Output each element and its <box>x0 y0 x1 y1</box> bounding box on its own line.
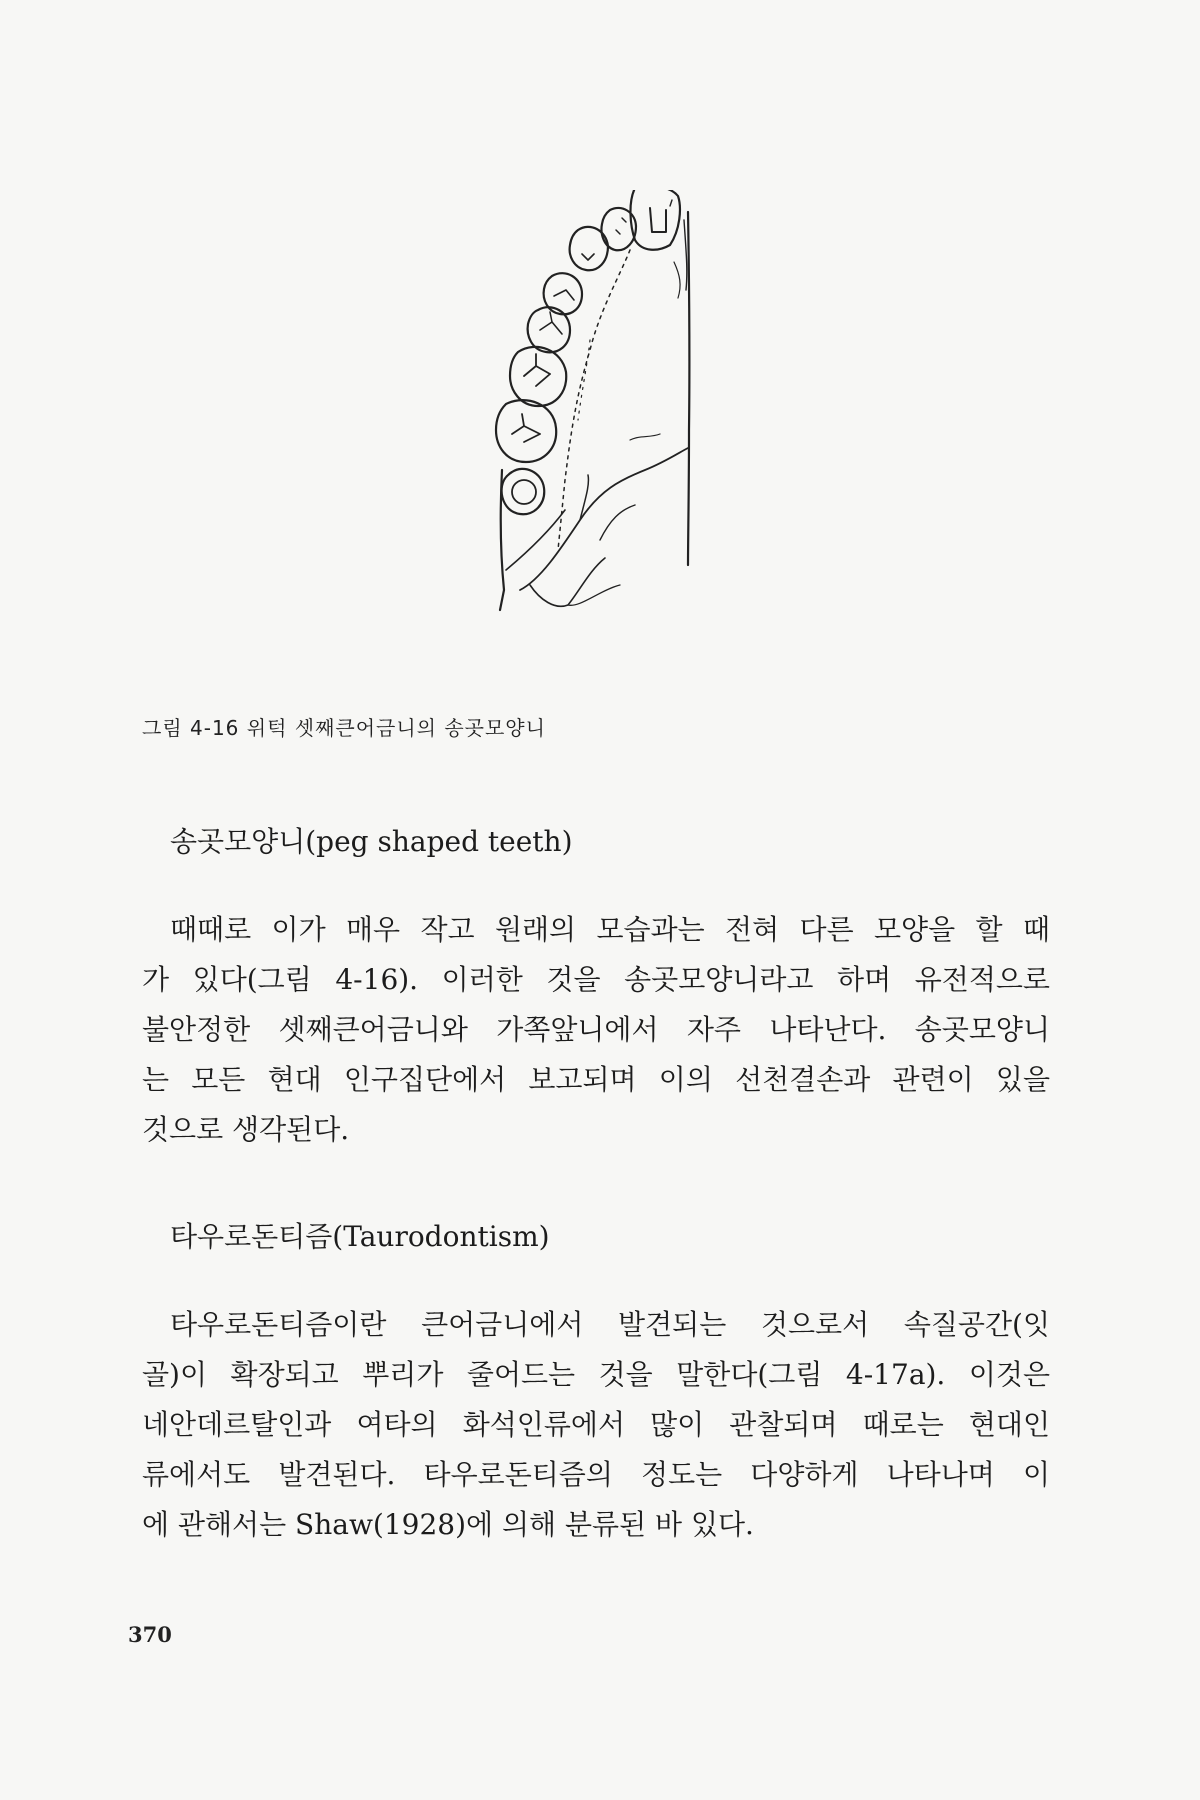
paragraph-taurodontism <box>142 1300 1050 1550</box>
section-heading-peg-shaped-teeth: 송곳모양니(peg shaped teeth) <box>170 825 573 858</box>
section-heading-taurodontism: 타우로돈티즘(Taurodontism) <box>170 1220 550 1253</box>
paragraph-line: 는 모든 현대 인구집단에서 보고되며 이의 선천결손과 관련이 있을 <box>142 1063 1050 1096</box>
first-molar-outline <box>510 347 566 406</box>
paragraph-line: 가 있다(그림 4-16). 이러한 것을 송곳모양니라고 하며 유전적으로 <box>142 963 1050 996</box>
paragraph-peg-shaped-teeth <box>142 905 1050 1155</box>
incisor-outline <box>630 190 679 250</box>
paragraph-line: 때때로 이가 매우 작고 원래의 모습과는 전혀 다른 모양을 할 때 <box>170 913 1050 946</box>
figure-caption: 그림 4-16 위턱 셋째큰어금니의 송곳모양니 <box>142 716 546 740</box>
page-number: 370 <box>128 1622 172 1647</box>
upper-jaw-drawing <box>470 190 730 670</box>
paragraph-line: 에 관해서는 Shaw(1928)에 의해 분류된 바 있다. <box>142 1508 754 1541</box>
second-molar-outline <box>496 400 556 462</box>
paragraph-line: 네안데르탈인과 여타의 화석인류에서 많이 관찰되며 때로는 현대인 <box>142 1408 1050 1441</box>
paragraph-line: 불안정한 셋째큰어금니와 가쪽앞니에서 자주 나타난다. 송곳모양니 <box>142 1013 1050 1046</box>
paragraph-line: 골)이 확장되고 뿌리가 줄어드는 것을 말한다(그림 4-17a). 이것은 <box>142 1358 1050 1391</box>
paragraph-line: 타우로돈티즘이란 큰어금니에서 발견되는 것으로서 속질공간(잇 <box>170 1308 1050 1341</box>
maxilla-dentition-figure <box>470 190 730 670</box>
palate-midline <box>688 212 689 565</box>
second-premolar-outline <box>528 307 570 352</box>
paragraph-line: 것으로 생각된다. <box>142 1113 350 1146</box>
paragraph-line: 류에서도 발견된다. 타우로돈티즘의 정도는 다양하게 나타나며 이 <box>142 1458 1050 1491</box>
canine-outline <box>570 227 608 270</box>
third-molar-peg-outline <box>502 469 545 514</box>
